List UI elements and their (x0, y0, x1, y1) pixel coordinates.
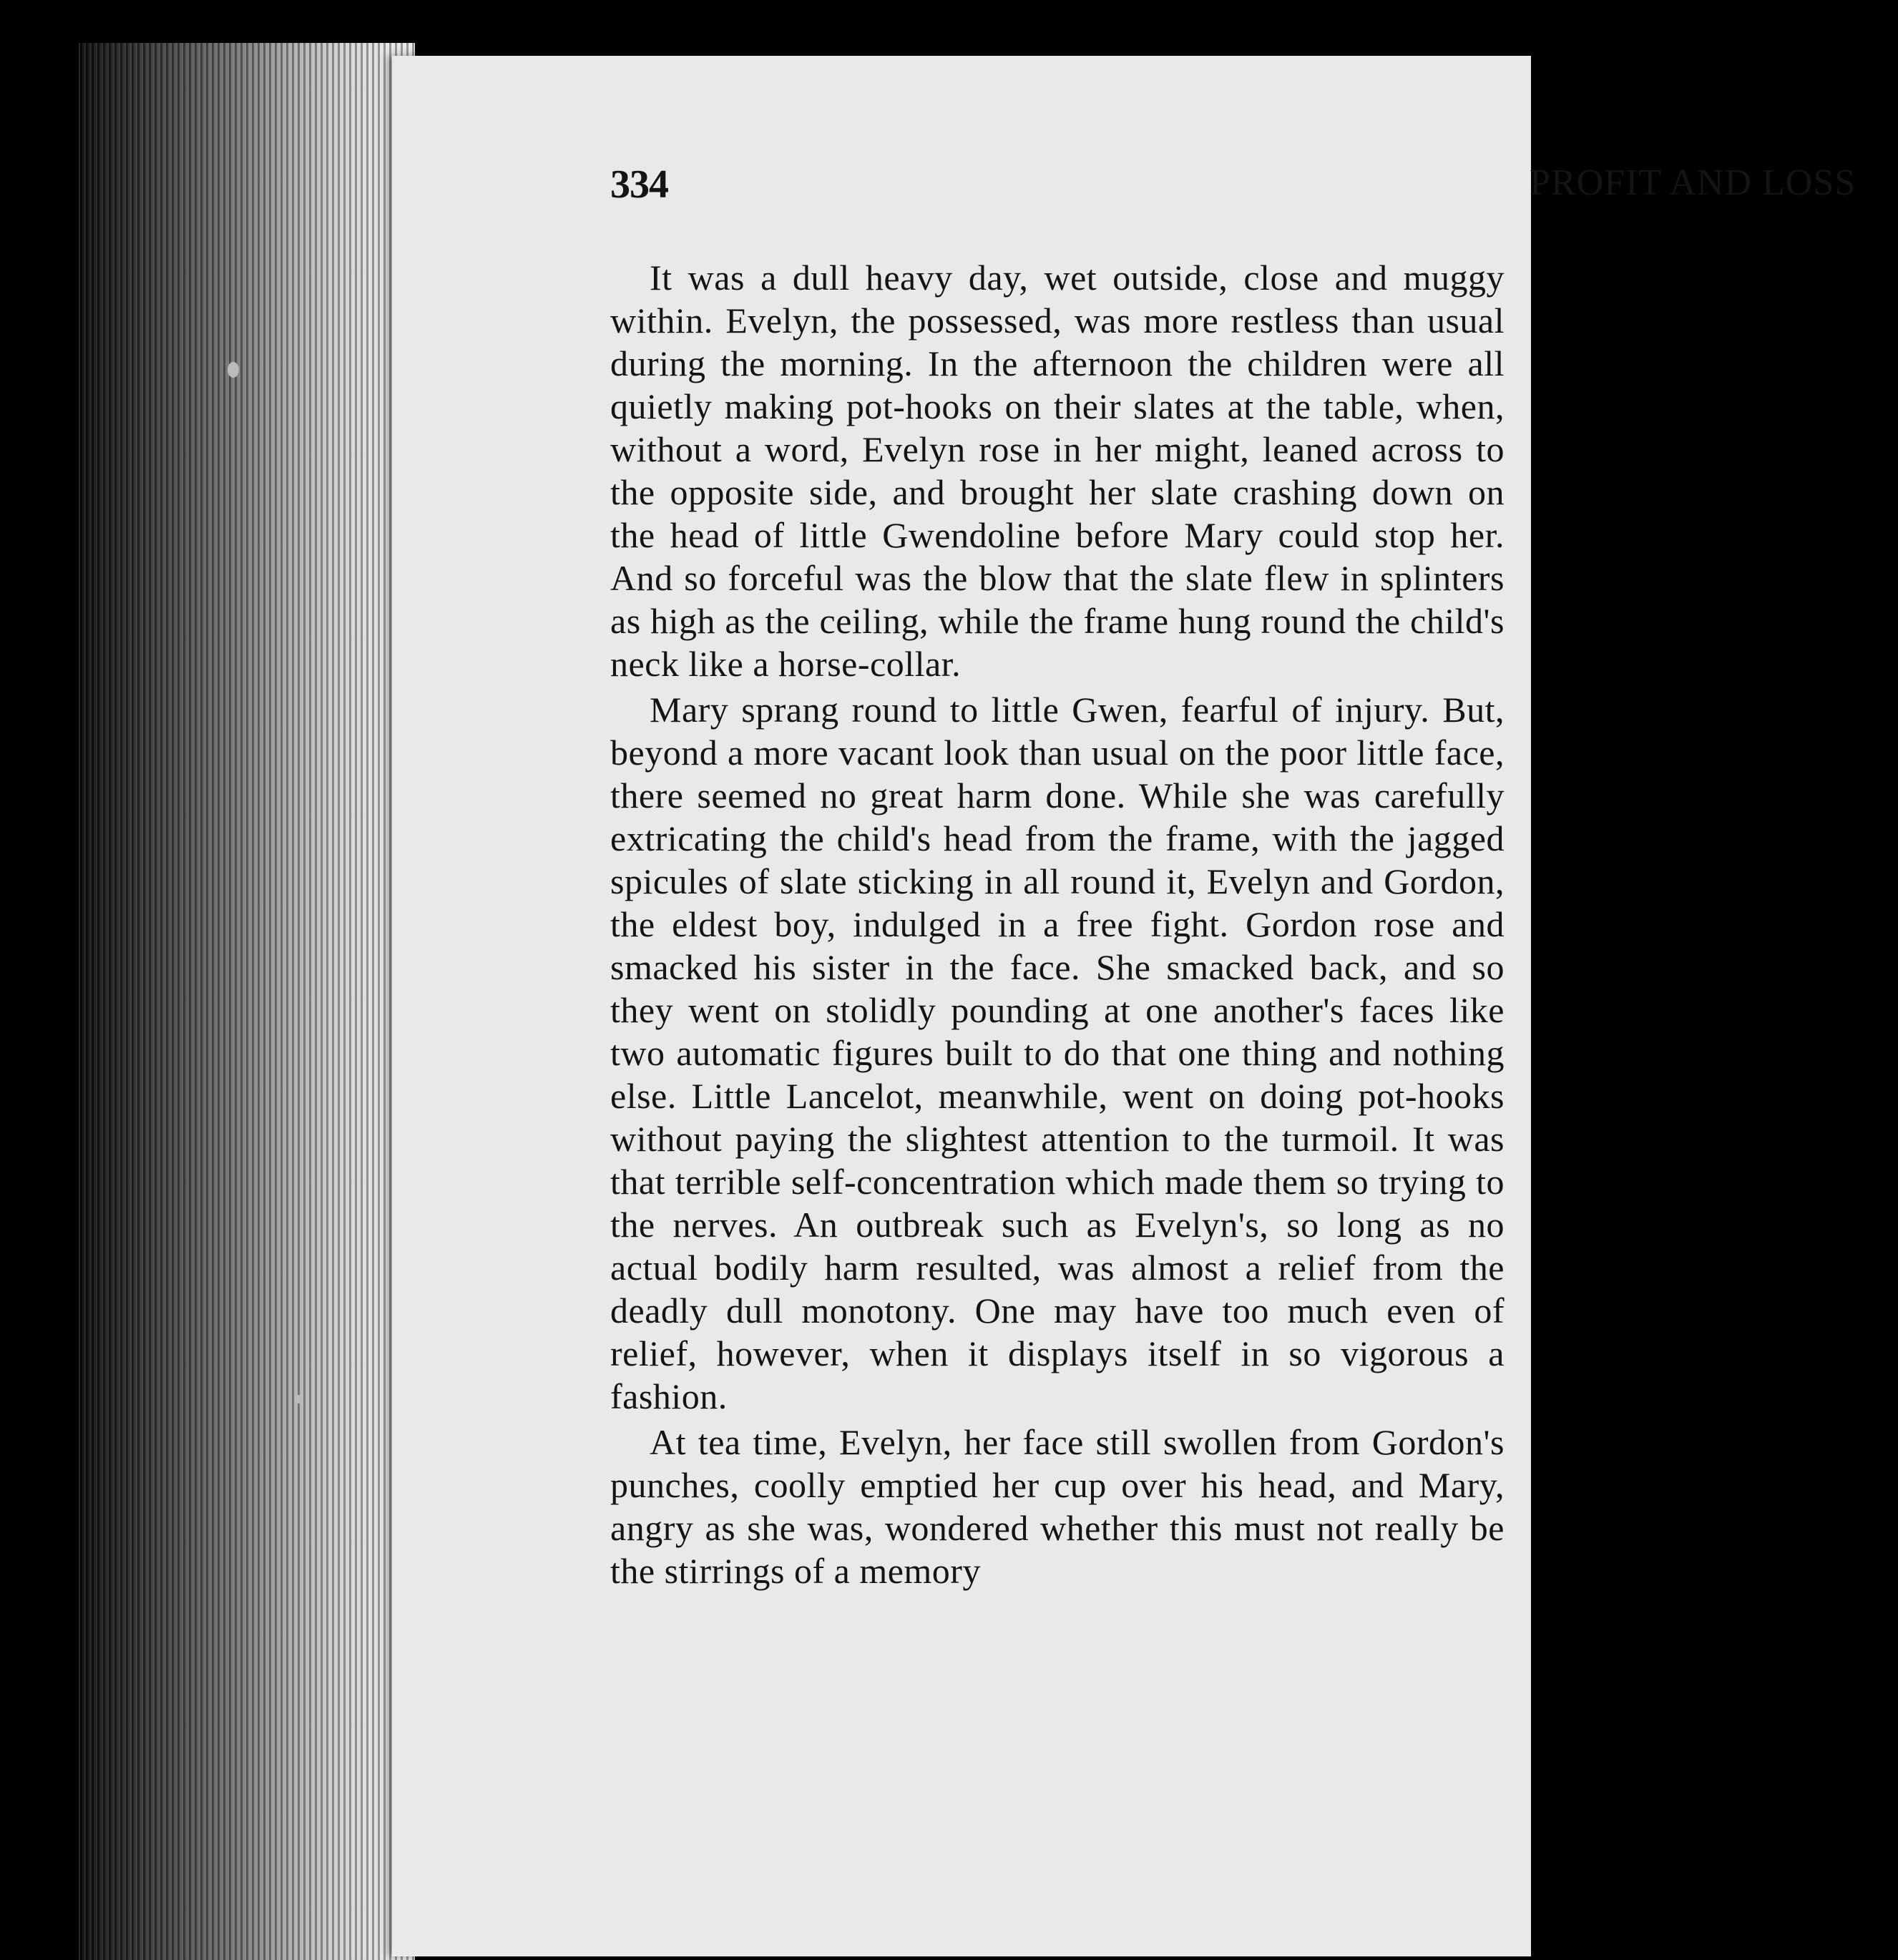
page-title: PROFIT AND LOSS (1530, 162, 1857, 203)
body-text (610, 256, 1505, 1592)
paragraph: At tea time, Evelyn, her face still swollen from Gordon's punches, coolly emptied her cup over his head, and Mary, angry as she was, wondered whether this must not really be the stirrings of a memory (610, 1422, 1505, 1591)
running-head (610, 162, 1891, 226)
paragraph: Mary sprang round to little Gwen, fearful of injury. But, beyond a more vacant look than usual on the poor little face, there seemed no great harm done. While she was carefully extricating the child's head from the frame, with the jagged spicules of slate sticking in all round it, Evelyn and Gordon, the eldest boy, indulged in a free fight. Gordon rose and smacked his sister in the face. She smacked back, and so they went on stolidly pounding at one another's faces like two automatic figures built to do that one thing and nothing else. Little Lancelot, meanwhile, went on doing pot-hooks without paying the slightest attention to the turmoil. It was that terrible self-concentration which made them so trying to the nerves. An outbreak such as Evelyn's, so long as no actual bodily harm resulted, was almost a relief from the deadly dull monotony. One may have too much even of relief, however, when it displays itself in so vigorous a fashion. (610, 690, 1505, 1416)
page-content (610, 162, 1898, 1843)
page-edges (79, 43, 415, 1960)
page-number: 334 (610, 162, 668, 207)
book-page (392, 56, 1857, 1956)
scan-speck (295, 1395, 302, 1403)
scan-speck (228, 362, 239, 378)
paragraph: It was a dull heavy day, wet outside, close and muggy within. Evelyn, the possessed, was more restless than usual during the morning. In the afternoon the children were all quietly making pot-hooks on their slates at the table, when, without a word, Evelyn rose in her might, leaned across to the opposite side, and brought her slate crashing down on the head of little Gwendoline before Mary could stop her. And so forceful was the blow that the slate flew in splinters as high as the ceiling, while the frame hung round the child's neck like a horse-collar. (610, 258, 1505, 684)
